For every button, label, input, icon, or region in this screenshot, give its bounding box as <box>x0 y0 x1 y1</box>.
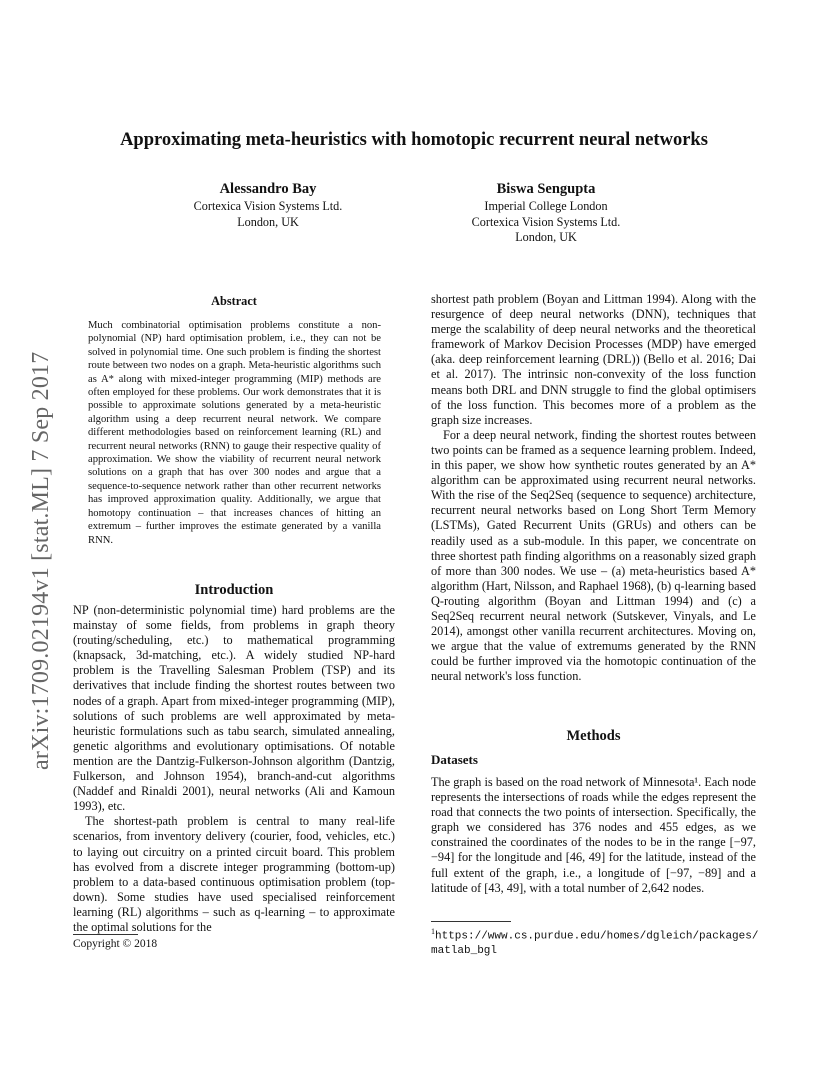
author-affiliation: Cortexica Vision Systems Ltd. <box>193 199 343 213</box>
introduction-heading: Introduction <box>194 582 274 598</box>
author-affiliation: Imperial College London <box>484 199 608 213</box>
methods-body <box>431 775 756 896</box>
author-location: London, UK <box>515 230 577 244</box>
paragraph: NP (non-deterministic polynomial time) hard problems are the mainstay of some fields, from problems in graph theory (routing/scheduling, etc.) to mathematical programming (knapsack, 3d-matching, etc.). A widely studied NP-hard problem is the Travelling Salesman Problem (TSP) and its derivatives that include finding the shortest routes between two nodes of a graph. Apart from mixed-integer programming (MIP), solutions of such problems are well approximated by meta-heuristic formulations such as tabu search, simulated annealing, genetic algorithms and evolutionary optimisations. Of notable mention are the Dantzig-Fulkerson-Johnson algorithm (Dantzig, Fulkerson, and Johnson 1954), branch-and-cut algorithms (Naddef and Rinaldi 2001), neural networks (Ali and Kamoun 1993), etc. <box>73 603 395 814</box>
footnote-mark: 1 <box>431 927 435 936</box>
copyright-notice: Copyright © 2018 <box>73 938 158 950</box>
paragraph: The shortest-path problem is central to many real-life scenarios, from inventory delivery (courier, food, vehicles, etc.) to laying out circuitry on a printed circuit board. This problem has evolved from a discrete integer programming (bottom-up) problem to a data-based continuous optimisation problem (top-down). Some studies have used specialised reinforcement learning (RL) algorithms – such as q-learning – to approximate the optimal solutions for the <box>73 814 395 934</box>
datasets-subheading: Datasets <box>431 752 478 767</box>
arxiv-sidebar <box>22 290 52 770</box>
author-name: Biswa Sengupta <box>496 181 596 197</box>
introduction-body <box>73 603 395 935</box>
author-location: London, UK <box>237 214 299 229</box>
introduction-continued <box>431 292 756 684</box>
footnote <box>431 925 761 958</box>
paragraph: For a deep neural network, finding the shortest routes between two points can be framed as a sequence learning problem. Indeed, in this paper, we show how synthetic routes generated by an A* algorithm can be approximated using recurrent neural networks. With the rise of the Seq2Seq (sequence to sequence) architecture, recurrent neural networks based on Long Short Term Memory (LSTMs), Gated Recurrent Units (GRUs) and others can be readily used as a sub-module. In this paper, we concentrate on three shortest path finding algorithms on a reasonably sized graph of more than 300 nodes. We use – (a) meta-heuristics based A* algorithm (Hart, Nilsson, and Raphael 1968), (b) q-learning based Q-routing algorithm (Boyan and Littman 1994) and (c) a Seq2Seq recurrent neural network (Sutskever, Vinyals, and Le 2014), amongst other vanilla recurrent architectures. Moving on, we argue that the value of extremums generated by the RNN could be further improved via the homotopic continuation of the neural network's loss function. <box>431 427 756 684</box>
author-block-2 <box>446 180 646 246</box>
abstract-text: Much combinatorial optimisation problems constitute a non-polynomial (NP) hard optimisation problem, i.e., they can not be solved in polynomial time. One such problem is finding the shortest route between two nodes on a graph. Meta-heuristic algorithms such as A* along with mixed-integer programming (MIP) methods are often employed for these problems. Our work demonstrates that it is possible to approximate solutions generated by a meta-heuristic algorithm using a deep recurrent neural network. We compare different methodologies based on reinforcement learning (RL) and recurrent neural networks (RNN) to gauge their respective quality of approximation. We show the viability of recurrent neural network solutions on a graph that has over 300 nodes and argue that a sequence-to-sequence network rather than other recurrent networks has improved approximation quality. Additionally, we argue that homotopy continuation – that increases chances of hitting an extremum – further improves the estimate generated by a vanilla RNN. <box>88 320 381 546</box>
author-name: Alessandro Bay <box>219 181 317 197</box>
abstract-heading: Abstract <box>211 294 257 308</box>
methods-heading: Methods <box>566 728 621 744</box>
footnote-divider <box>431 921 511 922</box>
author-block-1 <box>168 180 368 230</box>
footnote-divider <box>73 934 138 935</box>
paragraph: The graph is based on the road network of Minnesota¹. Each node represents the intersections of roads while the edges represent the road that connects the two points of intersection. Specifically, the graph we considered has 376 nodes and 455 edges, as we constrained the coordinates of the nodes to be in the range [−97, −94] for the longitude and [46, 49] for the latitude, instead of the full extent of the graph, i.e., a longitude of [−97, −89] and a latitude of [43, 49], with a total number of 2,642 nodes. <box>431 775 756 895</box>
arxiv-identifier: arXiv:1709.02194v1 [stat.ML] 7 Sep 2017 <box>28 351 54 770</box>
paragraph: shortest path problem (Boyan and Littman 1994). Along with the resurgence of deep neural networks (DNN), techniques that merge the scalability of deep neural networks and the theoretical framework of Markov Decision Processes (MDP) have emerged (aka. deep reinforcement learning (DRL)) (Bello et al. 2016; Dai et al. 2017). The intrinsic non-convexity of the loss function means both DRL and DNN struggle to find the global optimisers of the loss function. This becomes more of a problem as the graph size increases. <box>431 292 756 427</box>
author-affiliation: Cortexica Vision Systems Ltd. <box>471 214 621 229</box>
paper-title: Approximating meta-heuristics with homotopic recurrent neural networks <box>120 130 708 150</box>
footnote-url[interactable]: https://www.cs.purdue.edu/homes/dgleich/packages/matlab_bgl <box>431 930 759 957</box>
